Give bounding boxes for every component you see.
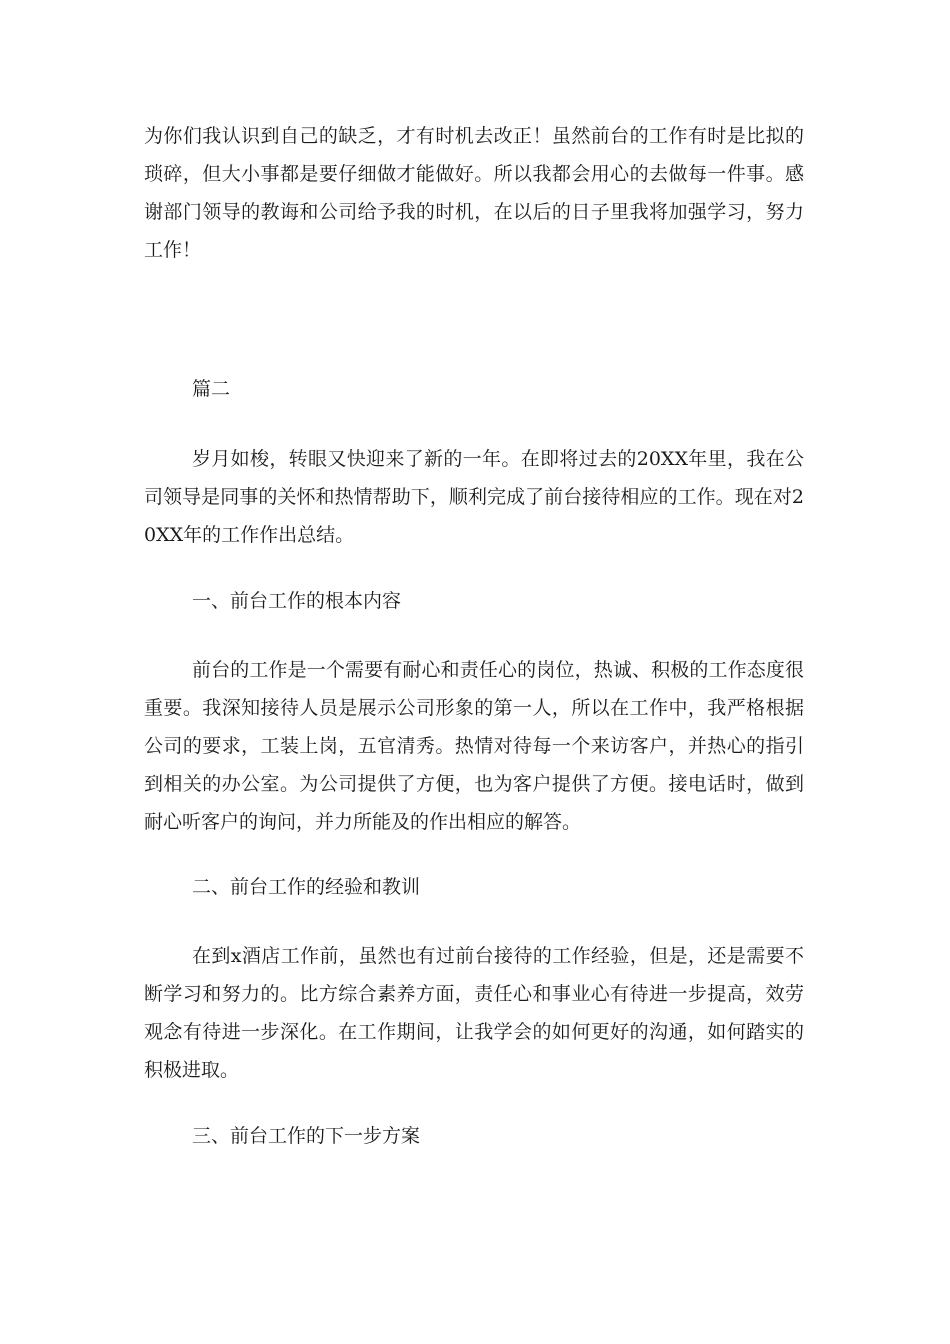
section-title: 篇二 — [192, 378, 231, 400]
continued-paragraph: 为你们我认识到自己的缺乏，才有时机去改正！虽然前台的工作有时是比拟的琐碎，但大小事都是要仔细做才能做好。所以我都会用心的去做每一件事。感谢部门领导的教诲和公司给予我的时机，在以后的日子里我将加强学习，努力工作！ — [144, 125, 804, 261]
heading-next-plan: 三、前台工作的下一步方案 — [192, 1125, 421, 1147]
intro-paragraph: 岁月如梭，转眼又快迎来了新的一年。在即将过去的20XX年里，我在公司领导是同事的关怀和热情帮助下，顺利完成了前台接待相应的工作。现在对20XX年的工作作出总结。 — [144, 448, 804, 546]
heading-experience-lessons: 二、前台工作的经验和教训 — [192, 876, 421, 898]
heading-basic-content: 一、前台工作的根本内容 — [192, 590, 402, 612]
paragraph-basic-content: 前台的工作是一个需要有耐心和责任心的岗位，热诚、积极的工作态度很重要。我深知接待人员是展示公司形象的第一人，所以在工作中，我严格根据公司的要求，工装上岗，五官清秀。热情对待每一个来访客户，并热心的指引到相关的办公室。为公司提供了方便，也为客户提供了方便。接电话时，做到耐心听客户的询问，并力所能及的作出相应的解答。 — [144, 659, 804, 833]
paragraph-experience-lessons: 在到x酒店工作前，虽然也有过前台接待的工作经验，但是，还是需要不断学习和努力的。比方综合素养方面，责任心和事业心有待进一步提高，效劳观念有待进一步深化。在工作期间，让我学会的如何更好的沟通，如何踏实的积极进取。 — [144, 945, 804, 1081]
